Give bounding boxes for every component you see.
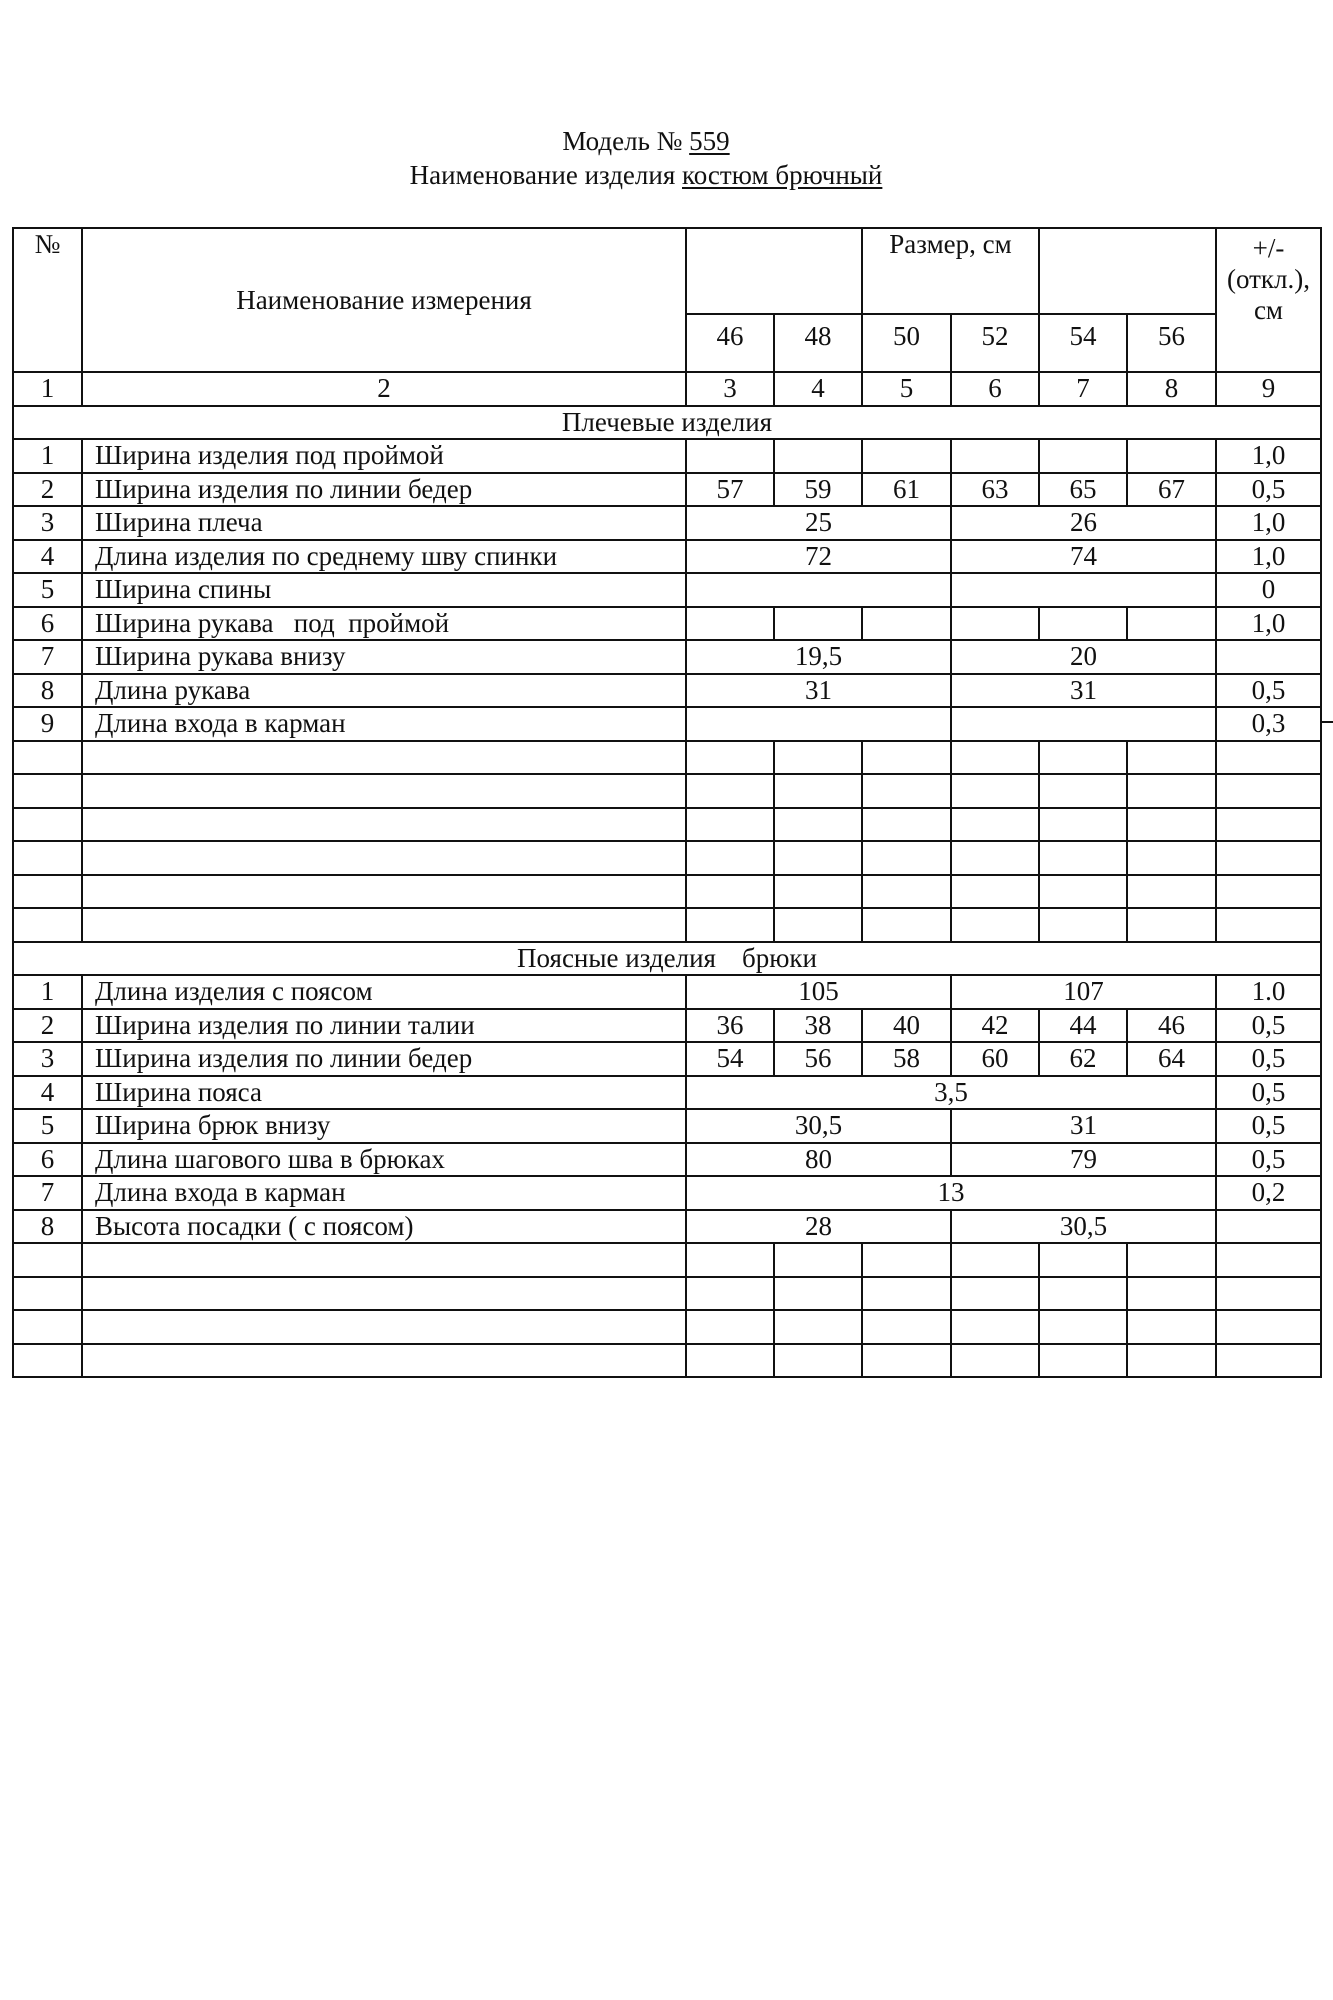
value-cell (1127, 439, 1216, 473)
size-header: Размер, см (862, 228, 1039, 314)
value-cell: 72 (686, 540, 951, 574)
row-no: 2 (13, 1009, 82, 1043)
value-cell: 63 (951, 473, 1039, 507)
table-row (13, 1210, 1321, 1244)
value-cell: 58 (862, 1042, 951, 1076)
value-cell: 30,5 (686, 1109, 951, 1143)
row-no: 9 (13, 707, 82, 741)
size-cell: 56 (1127, 314, 1216, 372)
row-name: Ширина изделия под проймой (82, 439, 686, 473)
table-row (13, 1042, 1321, 1076)
row-no: 2 (13, 473, 82, 507)
table-row (13, 573, 1321, 607)
row-no: 7 (13, 640, 82, 674)
column-number: 3 (686, 372, 774, 406)
table-row (13, 540, 1321, 574)
tolerance-cell: 0 (1216, 573, 1321, 607)
row-name: Ширина плеча (82, 506, 686, 540)
value-cell (951, 439, 1039, 473)
column-numbers-row (13, 372, 1321, 406)
column-number: 4 (774, 372, 862, 406)
model-label: Модель № (562, 126, 683, 156)
section-title (13, 942, 1321, 976)
row-name: Ширина изделия по линии талии (82, 1009, 686, 1043)
section-row (13, 406, 1321, 440)
tolerance-cell: 0,5 (1216, 473, 1321, 507)
row-name: Длина шагового шва в брюках (82, 1143, 686, 1177)
value-cell (1127, 607, 1216, 641)
tolerance-cell: 1,0 (1216, 540, 1321, 574)
row-name: Длина изделия по среднему шву спинки (82, 540, 686, 574)
value-cell: 74 (951, 540, 1216, 574)
size-cell: 52 (951, 314, 1039, 372)
value-cell: 40 (862, 1009, 951, 1043)
tolerance-cell (1216, 640, 1321, 674)
column-number: 9 (1216, 372, 1321, 406)
value-cell: 25 (686, 506, 951, 540)
column-number: 8 (1127, 372, 1216, 406)
table-row (13, 1176, 1321, 1210)
row-name: Высота посадки ( с поясом) (82, 1210, 686, 1244)
empty-row (13, 875, 1321, 909)
row-no: 7 (13, 1176, 82, 1210)
value-cell (862, 607, 951, 641)
value-cell: 38 (774, 1009, 862, 1043)
column-number: 7 (1039, 372, 1127, 406)
section-row (13, 942, 1321, 976)
value-cell: 64 (1127, 1042, 1216, 1076)
row-no: 1 (13, 975, 82, 1009)
model-number: 559 (689, 126, 730, 156)
table-row (13, 439, 1321, 473)
value-cell: 60 (951, 1042, 1039, 1076)
product-name: костюм брючный (682, 160, 883, 190)
value-cell: 67 (1127, 473, 1216, 507)
value-cell: 42 (951, 1009, 1039, 1043)
value-cell: 79 (951, 1143, 1216, 1177)
row-name: Длина входа в карман (82, 1176, 686, 1210)
empty-row (13, 808, 1321, 842)
table-row (13, 640, 1321, 674)
column-number: 2 (82, 372, 686, 406)
header-row (13, 228, 1321, 314)
empty-row (13, 1277, 1321, 1311)
tolerance-cell: 0,3 (1216, 707, 1321, 741)
row-name: Длина изделия с поясом (82, 975, 686, 1009)
size-cell: 50 (862, 314, 951, 372)
table-row (13, 506, 1321, 540)
value-cell: 31 (686, 674, 951, 708)
row-no: 6 (13, 607, 82, 641)
size-cell: 46 (686, 314, 774, 372)
row-name: Ширина рукава под проймой (82, 607, 686, 641)
value-cell (1039, 607, 1127, 641)
value-cell (951, 607, 1039, 641)
table-row (13, 1109, 1321, 1143)
row-name: Ширина спины (82, 573, 686, 607)
size-cell: 54 (1039, 314, 1127, 372)
value-cell: 80 (686, 1143, 951, 1177)
table-row (13, 707, 1321, 741)
tolerance-cell: 0,5 (1216, 1143, 1321, 1177)
section-title: Плечевые изделия (13, 406, 1321, 440)
value-cell (1039, 439, 1127, 473)
col-no-header: № (13, 228, 82, 372)
value-cell: 3,5 (686, 1076, 1216, 1110)
value-cell: 107 (951, 975, 1216, 1009)
tolerance-cell: 0,5 (1216, 1009, 1321, 1043)
value-cell: 19,5 (686, 640, 951, 674)
value-cell: 61 (862, 473, 951, 507)
table-row (13, 1076, 1321, 1110)
size-cell: 48 (774, 314, 862, 372)
value-cell: 62 (1039, 1042, 1127, 1076)
row-name: Длина входа в карман (82, 707, 686, 741)
row-no: 8 (13, 674, 82, 708)
table-row (13, 975, 1321, 1009)
column-number: 1 (13, 372, 82, 406)
tolerance-cell: 1.0 (1216, 975, 1321, 1009)
stray-line (1322, 721, 1333, 723)
value-cell (774, 439, 862, 473)
row-no: 5 (13, 1109, 82, 1143)
value-cell (686, 607, 774, 641)
table-row (13, 674, 1321, 708)
empty-row (13, 1310, 1321, 1344)
tolerance-cell: 0,5 (1216, 1076, 1321, 1110)
row-no: 4 (13, 1076, 82, 1110)
empty-row (13, 1344, 1321, 1378)
value-cell (686, 439, 774, 473)
row-name: Ширина брюк внизу (82, 1109, 686, 1143)
column-number: 5 (862, 372, 951, 406)
value-cell (774, 607, 862, 641)
size-header-right (1039, 228, 1216, 314)
value-cell: 65 (1039, 473, 1127, 507)
table-row (13, 1009, 1321, 1043)
model-title (0, 124, 1292, 158)
table-row (13, 473, 1321, 507)
table-row (13, 1143, 1321, 1177)
tolerance-cell: 0,5 (1216, 1109, 1321, 1143)
value-cell: 20 (951, 640, 1216, 674)
value-cell (686, 573, 951, 607)
product-label: Наименование изделия (409, 160, 676, 190)
tolerance-cell: 0,2 (1216, 1176, 1321, 1210)
table-row (13, 607, 1321, 641)
value-cell (862, 439, 951, 473)
empty-row (13, 741, 1321, 775)
value-cell: 46 (1127, 1009, 1216, 1043)
row-no: 3 (13, 1042, 82, 1076)
row-no: 4 (13, 540, 82, 574)
row-name: Ширина рукава внизу (82, 640, 686, 674)
value-cell: 57 (686, 473, 774, 507)
value-cell: 105 (686, 975, 951, 1009)
empty-row (13, 774, 1321, 808)
tolerance-cell: 1,0 (1216, 439, 1321, 473)
col-name-header: Наименование измерения (82, 228, 686, 372)
value-cell: 30,5 (951, 1210, 1216, 1244)
row-no: 1 (13, 439, 82, 473)
section-title-b: брюки (741, 942, 817, 973)
empty-row (13, 908, 1321, 942)
tolerance-cell (1216, 1210, 1321, 1244)
tolerance-header: +/- (откл.), см (1216, 228, 1321, 372)
tolerance-cell: 1,0 (1216, 607, 1321, 641)
size-header-left (686, 228, 862, 314)
column-number: 6 (951, 372, 1039, 406)
value-cell: 28 (686, 1210, 951, 1244)
row-name: Ширина изделия по линии бедер (82, 1042, 686, 1076)
value-cell: 56 (774, 1042, 862, 1076)
product-title (0, 158, 1292, 192)
row-no: 6 (13, 1143, 82, 1177)
tolerance-cell: 0,5 (1216, 1042, 1321, 1076)
value-cell (951, 707, 1216, 741)
row-no: 5 (13, 573, 82, 607)
value-cell: 13 (686, 1176, 1216, 1210)
row-name: Ширина пояса (82, 1076, 686, 1110)
measurement-table (12, 227, 1322, 1378)
row-name: Ширина изделия по линии бедер (82, 473, 686, 507)
row-name: Длина рукава (82, 674, 686, 708)
tolerance-cell: 0,5 (1216, 674, 1321, 708)
value-cell: 36 (686, 1009, 774, 1043)
empty-row (13, 841, 1321, 875)
value-cell: 59 (774, 473, 862, 507)
tolerance-cell: 1,0 (1216, 506, 1321, 540)
value-cell (951, 573, 1216, 607)
value-cell: 54 (686, 1042, 774, 1076)
value-cell (686, 707, 951, 741)
row-no: 8 (13, 1210, 82, 1244)
row-no: 3 (13, 506, 82, 540)
value-cell: 26 (951, 506, 1216, 540)
section-title-a: Поясные изделия (517, 942, 716, 973)
empty-row (13, 1243, 1321, 1277)
value-cell: 44 (1039, 1009, 1127, 1043)
value-cell: 31 (951, 674, 1216, 708)
value-cell: 31 (951, 1109, 1216, 1143)
